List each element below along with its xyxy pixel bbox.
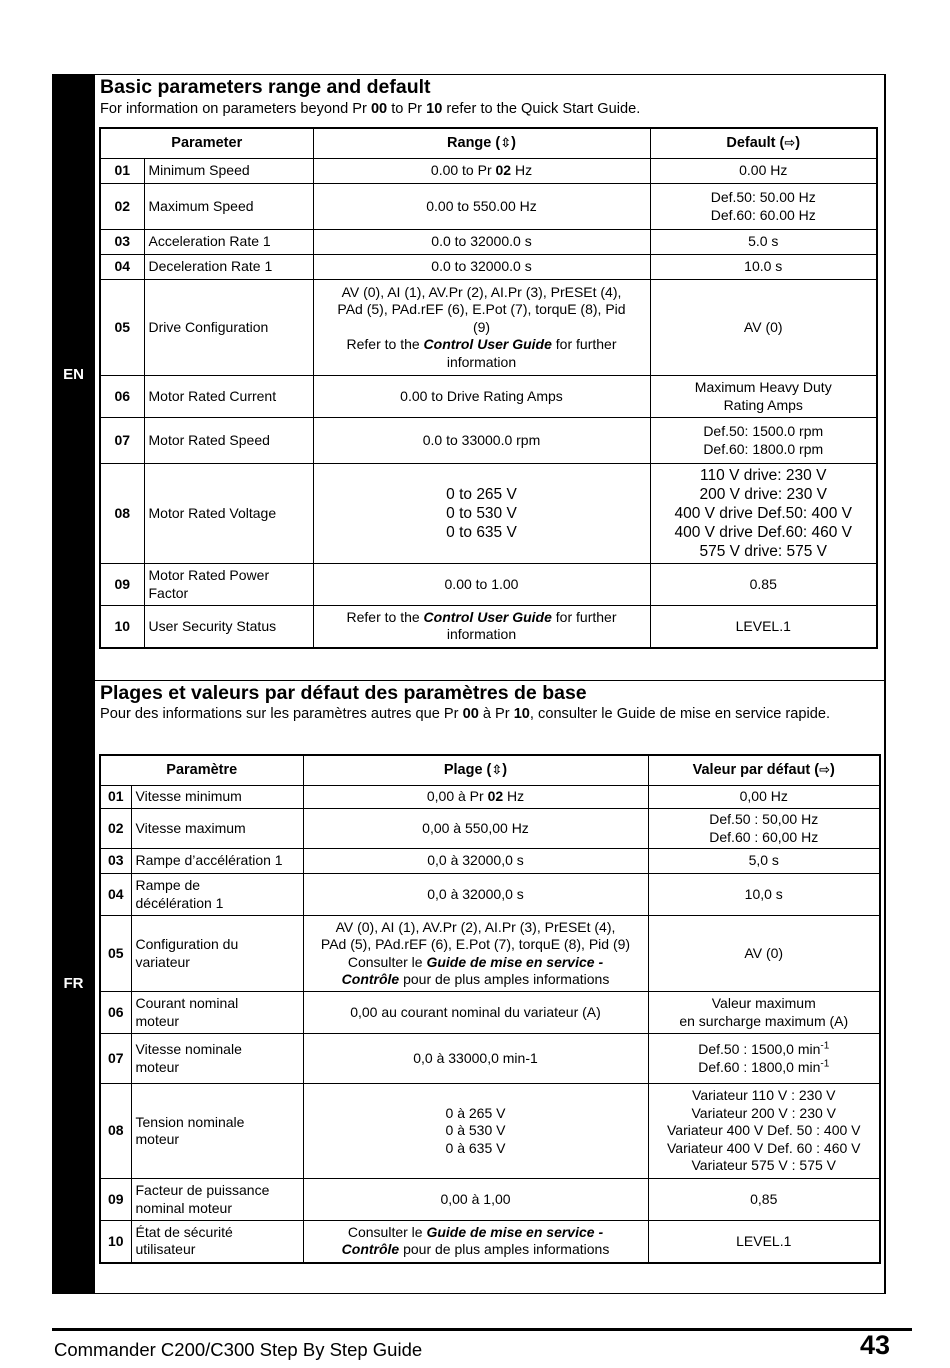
param-default: 10.0 s <box>650 255 877 280</box>
section-divider <box>95 680 885 681</box>
param-number: 01 <box>100 786 131 809</box>
param-range: 0,00 à 1,00 <box>303 1179 648 1221</box>
param-default: 0.00 Hz <box>650 159 877 184</box>
section-title-fr: Plages et valeurs par défaut des paramètres de base <box>100 682 587 704</box>
param-default: 10,0 s <box>648 874 880 916</box>
table-row <box>100 1084 880 1179</box>
param-range: 0,00 à Pr 02 Hz <box>303 786 648 809</box>
table-header-row <box>100 128 877 159</box>
table-row <box>100 874 880 916</box>
param-name: Motor Rated Current <box>144 376 313 418</box>
param-range: 0,0 à 32000,0 s <box>303 849 648 874</box>
section-subtitle-fr: Pour des informations sur les paramètres autres que Pr 00 à Pr 10, consulter le Guide de mise en service rapide. <box>100 706 831 722</box>
table-row <box>100 916 880 992</box>
header-parameter: Paramètre <box>100 755 303 786</box>
param-range: Consulter le Guide de mise en service - Contrôle pour de plus amples informations <box>303 1221 648 1263</box>
table-row <box>100 376 877 418</box>
param-number: 04 <box>100 255 144 280</box>
header-default: Default (⇨) <box>650 128 877 159</box>
param-range: AV (0), AI (1), AV.Pr (2), AI.Pr (3), PrESEt (4), PAd (5), PAd.rEF (6), E.Pot (7), torquE (8), Pid (9) Refer to the Control User Guide for further information <box>313 280 650 376</box>
param-name: Maximum Speed <box>144 184 313 230</box>
param-range: 0.00 to Pr 02 Hz <box>313 159 650 184</box>
page-number: 43 <box>859 1330 890 1360</box>
param-default: 0.85 <box>650 564 877 606</box>
param-number: 08 <box>100 464 144 564</box>
param-default: AV (0) <box>650 280 877 376</box>
param-range: 0.0 to 32000.0 s <box>313 230 650 255</box>
table-row <box>100 280 877 376</box>
param-name: Rampe de décélération 1 <box>131 874 303 916</box>
param-range: 0 à 265 V 0 à 530 V 0 à 635 V <box>303 1084 648 1179</box>
param-range: 0,0 à 33000,0 min-1 <box>303 1034 648 1084</box>
table-row <box>100 786 880 809</box>
up-down-arrow-icon: ⇳ <box>500 135 512 151</box>
param-default: Def.50 : 1500,0 $\min^{-1}$ Def.60 : 1800,0 $\min^{-1}$ <box>648 1034 880 1084</box>
param-default: Def.50: 1500.0 rpm Def.60: 1800.0 rpm <box>650 418 877 464</box>
param-name: Deceleration Rate 1 <box>144 255 313 280</box>
param-number: 09 <box>100 1179 131 1221</box>
param-default: Valeur maximum en surcharge maximum (A) <box>648 992 880 1034</box>
param-name: Acceleration Rate 1 <box>144 230 313 255</box>
table-row <box>100 809 880 849</box>
up-down-arrow-icon: ⇳ <box>491 762 503 778</box>
footer-guide-title: Commander C200/C300 Step By Step Guide <box>54 1339 423 1360</box>
param-default: 5,0 s <box>648 849 880 874</box>
param-number: 01 <box>100 159 144 184</box>
param-range: 0,00 au courant nominal du variateur (A) <box>303 992 648 1034</box>
table-row <box>100 464 877 564</box>
param-range: 0.00 to Drive Rating Amps <box>313 376 650 418</box>
header-parameter: Parameter <box>100 128 313 159</box>
table-row <box>100 1034 880 1084</box>
param-number: 07 <box>100 1034 131 1084</box>
right-arrow-icon: ⇨ <box>784 135 796 151</box>
param-default: LEVEL.1 <box>648 1221 880 1263</box>
param-name: Rampe d’accélération 1 <box>131 849 303 874</box>
table-row <box>100 184 877 230</box>
param-name: Minimum Speed <box>144 159 313 184</box>
param-default: Maximum Heavy Duty Rating Amps <box>650 376 877 418</box>
language-label-en: EN <box>63 366 84 383</box>
param-name: Courant nominal moteur <box>131 992 303 1034</box>
param-number: 08 <box>100 1084 131 1179</box>
param-range: 0.0 to 33000.0 rpm <box>313 418 650 464</box>
table-row <box>100 849 880 874</box>
param-default: Variateur 110 V : 230 V Variateur 200 V : 230 V Variateur 400 V Def. 50 : 400 V Variateur 400 V Def. 60 : 460 V Variateur 575 V : 575 V <box>648 1084 880 1179</box>
param-name: Motor Rated Power Factor <box>144 564 313 606</box>
param-name: Configuration du variateur <box>131 916 303 992</box>
param-range: 0,0 à 32000,0 s <box>303 874 648 916</box>
param-range: 0.00 to 1.00 <box>313 564 650 606</box>
param-default: 5.0 s <box>650 230 877 255</box>
param-name: User Security Status <box>144 606 313 648</box>
param-number: 02 <box>100 809 131 849</box>
footer-rule <box>52 1328 912 1331</box>
param-number: 02 <box>100 184 144 230</box>
param-number: 06 <box>100 992 131 1034</box>
param-default: AV (0) <box>648 916 880 992</box>
language-sidebar <box>52 74 95 1294</box>
param-number: 03 <box>100 849 131 874</box>
param-range: Refer to the Control User Guide for further information <box>313 606 650 648</box>
table-row <box>100 1179 880 1221</box>
table-row <box>100 1221 880 1263</box>
param-number: 05 <box>100 916 131 992</box>
param-number: 04 <box>100 874 131 916</box>
table-row <box>100 992 880 1034</box>
param-range: 0 to 265 V 0 to 530 V 0 to 635 V <box>313 464 650 564</box>
table-header-row <box>100 755 880 786</box>
param-name: Motor Rated Voltage <box>144 464 313 564</box>
param-name: Motor Rated Speed <box>144 418 313 464</box>
param-default: Def.50 : 50,00 Hz Def.60 : 60,00 Hz <box>648 809 880 849</box>
param-range: 0,00 à 550,00 Hz <box>303 809 648 849</box>
param-default: 110 V drive: 230 V 200 V drive: 230 V 400 V drive Def.50: 400 V 400 V drive Def.60: 460 V 575 V drive: 575 V <box>650 464 877 564</box>
table-row <box>100 606 877 648</box>
param-number: 09 <box>100 564 144 606</box>
header-range: Range (⇳) <box>313 128 650 159</box>
section-subtitle-en: For information on parameters beyond Pr 00 to Pr 10 refer to the Quick Start Guide. <box>100 101 641 117</box>
param-name: Drive Configuration <box>144 280 313 376</box>
parameters-table-fr <box>99 754 881 1264</box>
param-number: 06 <box>100 376 144 418</box>
param-number: 10 <box>100 606 144 648</box>
param-name: Facteur de puissance nominal moteur <box>131 1179 303 1221</box>
param-number: 03 <box>100 230 144 255</box>
param-default: 0,00 Hz <box>648 786 880 809</box>
param-name: Vitesse maximum <box>131 809 303 849</box>
param-number: 07 <box>100 418 144 464</box>
param-name: Vitesse minimum <box>131 786 303 809</box>
param-name: Vitesse nominale moteur <box>131 1034 303 1084</box>
table-row <box>100 418 877 464</box>
param-number: 10 <box>100 1221 131 1263</box>
table-row <box>100 255 877 280</box>
param-name: État de sécurité utilisateur <box>131 1221 303 1263</box>
right-arrow-icon: ⇨ <box>819 762 831 778</box>
param-range: AV (0), AI (1), AV.Pr (2), AI.Pr (3), PrESEt (4), PAd (5), PAd.rEF (6), E.Pot (7), torquE (8), Pid (9) Consulter le Guide de mise en service - Contrôle pour de plus amples informations <box>303 916 648 992</box>
table-row <box>100 230 877 255</box>
param-range: 0.0 to 32000.0 s <box>313 255 650 280</box>
table-row <box>100 564 877 606</box>
section-title-en: Basic parameters range and default <box>100 76 431 98</box>
param-name: Tension nominale moteur <box>131 1084 303 1179</box>
header-default: Valeur par défaut (⇨) <box>648 755 880 786</box>
table-row <box>100 159 877 184</box>
param-range: 0.00 to 550.00 Hz <box>313 184 650 230</box>
param-default: LEVEL.1 <box>650 606 877 648</box>
parameters-table-en <box>99 127 878 649</box>
param-number: 05 <box>100 280 144 376</box>
header-range: Plage (⇳) <box>303 755 648 786</box>
param-default: 0,85 <box>648 1179 880 1221</box>
param-default: Def.50: 50.00 Hz Def.60: 60.00 Hz <box>650 184 877 230</box>
language-label-fr: FR <box>63 975 84 992</box>
